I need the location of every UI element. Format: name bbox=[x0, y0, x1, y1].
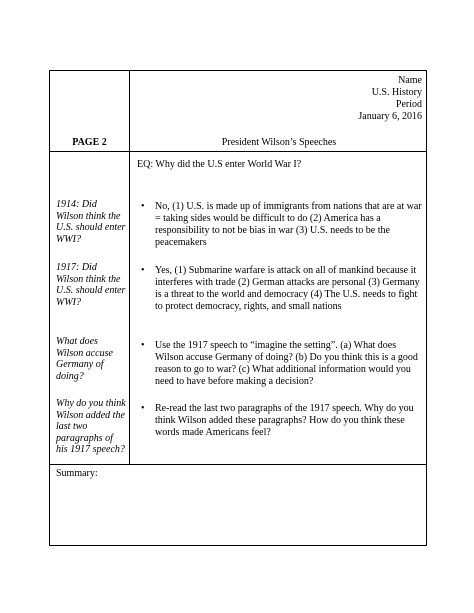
bullet-icon: • bbox=[141, 265, 145, 276]
bullet-icon: • bbox=[141, 403, 145, 414]
student-header bbox=[130, 75, 422, 123]
essential-question: EQ: Why did the U.S enter World War I? bbox=[137, 159, 302, 170]
course-label: U.S. History bbox=[371, 87, 422, 98]
name-label: Name bbox=[398, 75, 422, 86]
question-prompt: What does Wilson accuse Germany of doing? bbox=[56, 336, 113, 382]
cornell-notes-table bbox=[49, 70, 427, 546]
date-label: January 6, 2016 bbox=[358, 111, 422, 122]
summary-divider bbox=[50, 464, 426, 465]
bullet-icon: • bbox=[141, 340, 145, 351]
note-text: No, (1) U.S. is made up of immigrants from nations that are at war = taking sides would be difficult to do (2) America has a responsibility to not be bias in war (3) U.S. needs to be the peacemakers bbox=[155, 201, 422, 248]
bullet-icon: • bbox=[141, 201, 145, 212]
note-text: Re-read the last two paragraphs of the 1917 speech. Why do you think Wilson added these paragraphs? How do you think these words made Americans feel? bbox=[155, 403, 414, 438]
page-number-label: PAGE 2 bbox=[72, 137, 107, 148]
question-prompt: 1917: Did Wilson think the U.S. should enter WWI? bbox=[56, 262, 126, 308]
note-text: Yes, (1) Submarine warfare is attack on all of mankind because it interferes with trade (2) German attacks are personal (3) Germany is a threat to the world and democracy (4) The U.S. needs to fight to protect democracy, rights, and small nations bbox=[155, 265, 420, 312]
header-divider bbox=[50, 151, 426, 152]
summary-label: Summary: bbox=[56, 468, 98, 479]
question-prompt: 1914: Did Wilson think the U.S. should enter WWI? bbox=[56, 199, 126, 245]
question-prompt: Why do you think Wilson added the last two paragraphs of his 1917 speech? bbox=[56, 398, 126, 455]
column-divider bbox=[129, 71, 130, 464]
document-title: President Wilson’s Speeches bbox=[221, 137, 337, 148]
period-label: Period bbox=[395, 99, 422, 110]
note-text: Use the 1917 speech to “imagine the setting”. (a) What does Wilson accuse Germany of doing? (b) Do you think this is a good reason to go to war? (c) What additional information would you need to have before making a decision? bbox=[155, 340, 418, 387]
